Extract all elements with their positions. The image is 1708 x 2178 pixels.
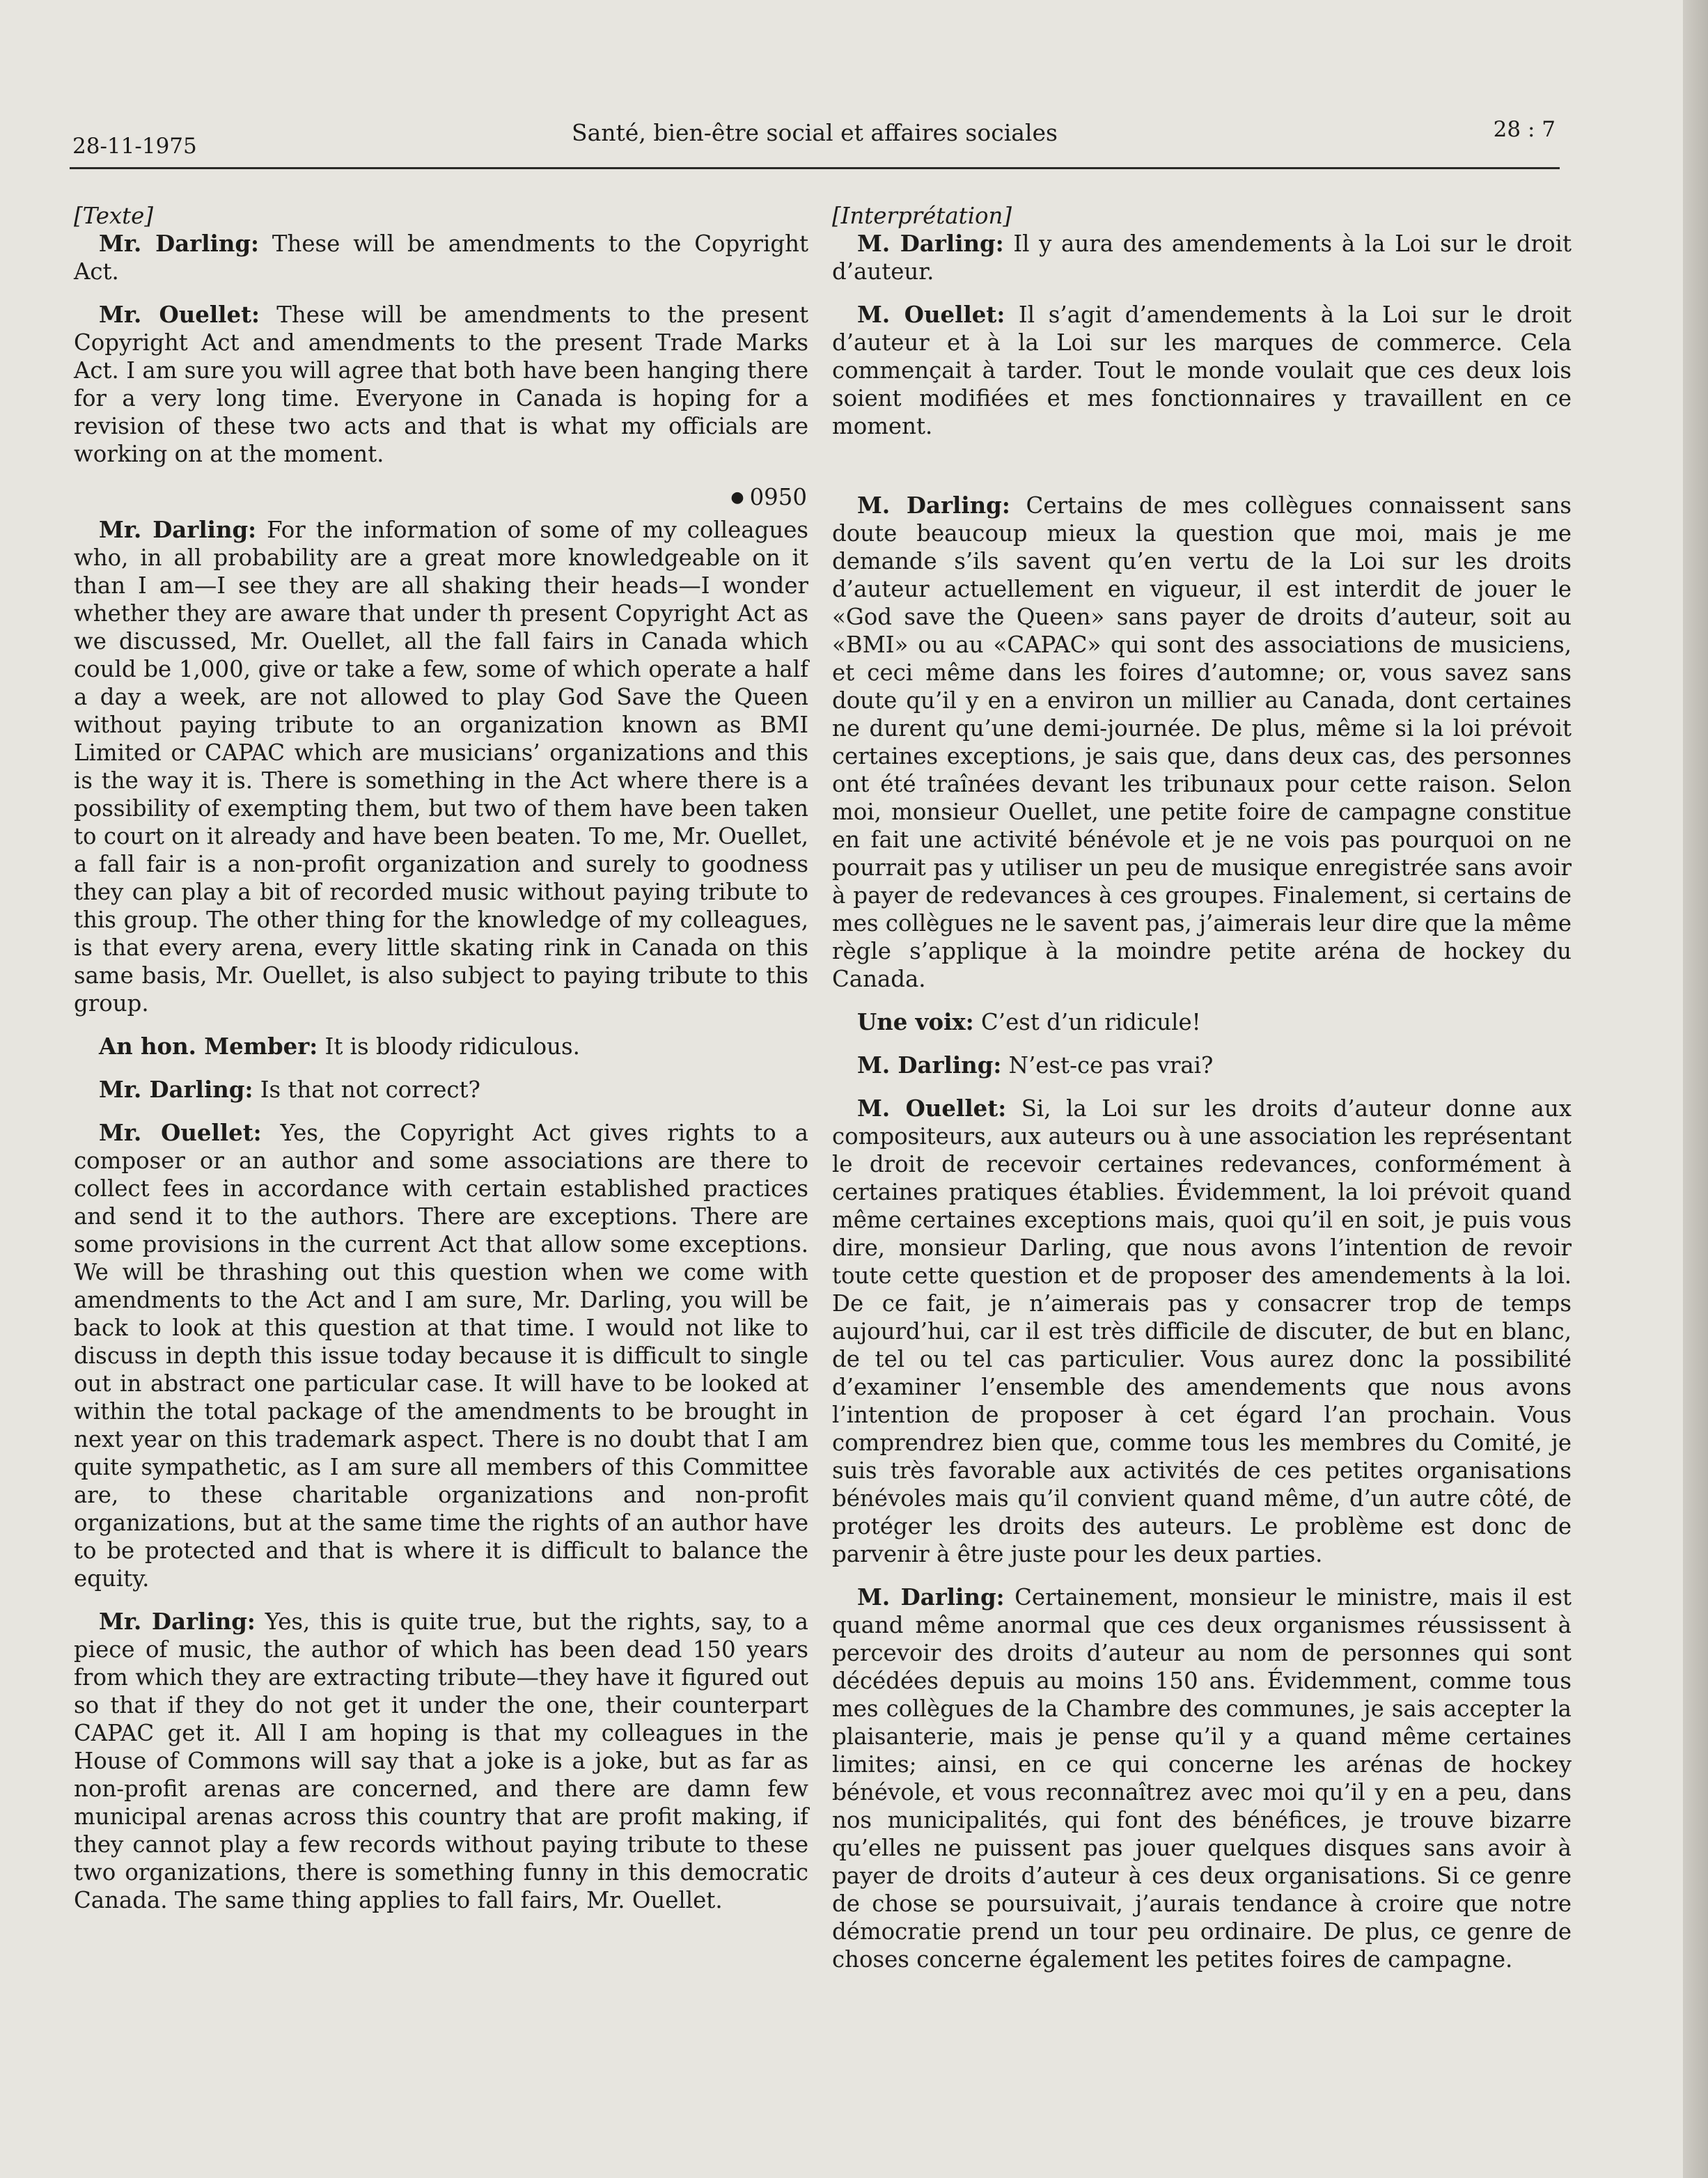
header-title: Santé, bien-être social et affaires sociales <box>572 119 1058 146</box>
speech-text: Is that not correct? <box>253 1076 480 1103</box>
speech-paragraph <box>832 1095 1572 1568</box>
speech-paragraph <box>74 1033 808 1060</box>
speaker-name: M. Darling: <box>857 1052 1002 1079</box>
speaker-name: M. Darling: <box>857 492 1010 519</box>
speech-paragraph <box>832 492 1572 993</box>
page-header <box>70 104 1560 169</box>
speech-text: These will be amendments to the present Copyright Act and amendments to the present Trade Marks Act. I am sure you will agree that both have been hanging there for a very long time. Everyone in Canada is hoping for a revision of these two acts and that is what my officials are working on at the moment. <box>74 301 808 467</box>
speaker-name: Une voix: <box>857 1009 974 1035</box>
speech-paragraph <box>74 230 808 285</box>
speech-text: For the information of some of my colleagues who, in all probability are a great more knowledgeable on it than I am—I see they are all shaking their heads—I wonder whether they are aware that under th present Copyright Act as we discussed, Mr. Ouellet, all the fall fairs in Canada which could be 1,000, give or take a few, some of which operate a half a day a week, are not allowed to play God Save the Queen without paying tribute to an organization known as BMI Limited or CAPAC which are musicians’ organizations and this is the way it is. There is something in the Act where there is a possibility of exempting them, but two of them have been taken to court on it already and have been beaten. To me, Mr. Ouellet, a fall fair is a non-profit organization and surely to goodness they can play a bit of recorded music without paying tribute to this group. The other thing for the knowledge of my colleagues, is that every arena, every little skating rink in Canada on this same basis, Mr. Ouellet, is also subject to paying tribute to this group. <box>74 517 809 1017</box>
speech-paragraph <box>74 1119 808 1592</box>
speech-paragraph <box>74 301 808 468</box>
section-label: [Interprétation] <box>832 203 1012 229</box>
speaker-name: M. Darling: <box>857 230 1004 257</box>
speech-text: Il s’agit d’amendements à la Loi sur le droit d’auteur et à la Loi sur les marques de commerce. Cela commençait à tarder. Tout le monde voulait que ces deux lois soient modifiées et mes fonctionnaires y travaillent en ce moment. <box>832 301 1572 439</box>
speech-paragraph <box>832 1583 1572 1973</box>
header-date: 28-11-1975 <box>72 134 197 159</box>
speech-paragraph <box>832 301 1572 440</box>
speech-text: Il y aura des amendements à la Loi sur le droit d’auteur. <box>832 230 1572 285</box>
speaker-name: Mr. Ouellet: <box>99 301 260 328</box>
speaker-name: An hon. Member: <box>99 1033 318 1060</box>
speech-text: C’est d’un ridicule! <box>973 1009 1201 1035</box>
section-label: [Texte] <box>74 203 153 229</box>
speaker-name: Mr. Darling: <box>99 230 260 257</box>
speech-text: N’est-ce pas vrai? <box>1001 1052 1214 1079</box>
speech-paragraph <box>832 1051 1572 1079</box>
speaker-name: M. Ouellet: <box>857 1095 1007 1122</box>
column-spacer <box>832 455 1572 492</box>
speech-paragraph <box>832 230 1572 285</box>
speech-text: Yes, this is quite true, but the rights, say, to a piece of music, the author of which has been dead 150 years from which they are extracting tribute—they have it figured out so that if they do not get it under the one, their counterpart CAPAC get it. All I am hoping is that my colleagues in the House of Commons will say that a joke is a joke, but as far as non-profit arenas are concerned, and there are damn few municipal arenas across this country that are profit making, if they cannot play a few records without paying tribute to these two organizations, there is something funny in this democratic Canada. The same thing applies to fall fairs, Mr. Ouellet. <box>74 1608 808 1913</box>
speaker-name: M. Ouellet: <box>857 301 1005 328</box>
speech-paragraph <box>74 1076 808 1104</box>
speaker-name: Mr. Ouellet: <box>99 1120 262 1146</box>
speaker-name: M. Darling: <box>857 1584 1005 1611</box>
page-binding-shadow <box>1683 0 1708 2178</box>
speech-text: Certainement, monsieur le ministre, mais il est quand même anormal que ces deux organismes réussissent à percevoir des droits d’auteur au nom de personnes qui sont décédées depuis au moins 150 ans. Évidemment, comme tous mes collègues de la Chambre des communes, je sais accepter la plaisanterie, mais je pense qu’il y a quand même certaines limites; ainsi, en ce qui concerne les arénas de hockey bénévole, et vous reconnaîtrez avec moi qu’il y en a peu, dans nos municipalités, qui font des bénéfices, je trouve bizarre qu’elles ne puissent pas jouer quelques disques sans avoir à payer de droits d’auteur à ces deux organisations. Si ce genre de chose se poursuivait, j’aurais tendance à croire que notre démocratie prend un tour peu ordinaire. De plus, ce genre de choses concerne également les petites foires de campagne. <box>832 1584 1572 1973</box>
bullet-icon: ● <box>730 489 744 506</box>
speech-paragraph <box>74 516 808 1017</box>
header-page-number: 28 : 7 <box>1493 117 1556 142</box>
speech-text: Yes, the Copyright Act gives rights to a composer or an author and some associations are there to collect fees in accordance with certain established practices and send it to the authors. There are exceptions. There are some provisions in the current Act that allow some exceptions. We will be thrashing out this question when we come with amendments to the Act and I am sure, Mr. Darling, you will be back to look at this question at that time. I would not like to discuss in depth this issue today because it is difficult to single out in abstract one particular case. It will have to be looked at within the total package of the amendments to be brought in next year on this trademark aspect. There is no doubt that I am quite sympathetic, as I am sure all members of this Committee are, to these charitable organizations and non-profit organizations, but at the same time the rights of an author have to be protected and that is where it is difficult to balance the equity. <box>74 1120 808 1592</box>
left-column <box>74 202 808 1929</box>
speech-paragraph <box>74 1608 808 1914</box>
speech-text: Certains de mes collègues connaissent sans doute beaucoup mieux la question que moi, mais je me demande s’ils savent qu’en vertu de la Loi sur les droits d’auteur actuellement en vigueur, il est interdit de jouer le «God save the Queen» sans payer de droits d’auteur, soit au «BMI» ou au «CAPAC» qui sont des associations de musiciens, et ceci même dans les foires d’automne; or, vous savez sans doute qu’il y en a environ un millier au Canada, dont certaines ne durent qu’une demi-journée. De plus, même si la loi prévoit certaines exceptions, je sais que, dans deux cas, des personnes ont été traînées devant les tribunaux pour cette raison. Selon moi, monsieur Ouellet, une petite foire de campagne constitue en fait une activité bénévole et je ne vois pas pourquoi on ne pourrait pas y utiliser un peu de musique enregistrée sans avoir à payer de redevances à ces groupes. Finalement, si certains de mes collègues ne le savent pas, j’aimerais leur dire que la même règle s’applique à la moindre petite aréna de hockey du Canada. <box>832 492 1572 992</box>
speech-text: These will be amendments to the Copyright Act. <box>74 230 808 285</box>
speaker-name: Mr. Darling: <box>99 1076 253 1103</box>
time-stamp-value: 0950 <box>749 484 807 510</box>
speech-text: Si, la Loi sur les droits d’auteur donne aux compositeurs, aux auteurs ou à une association les représentant le droit de recevoir certaines redevances, conformément à certaines pratiques établies. Évidemment, la loi prévoit quand même certaines exceptions mais, quoi qu’il en soit, je puis vous dire, monsieur Darling, que nous avons l’intention de revoir toute cette question et de proposer des amendements à la loi. De ce fait, je n’aimerais pas y consacrer trop de temps aujourd’hui, car il est très difficile de discuter, de but en blanc, de tel ou tel cas particulier. Vous aurez donc la possibilité d’examiner l’ensemble des amendements que nous avons l’intention de proposer à cet égard l’an prochain. Vous comprendrez bien que, comme tous les membres du Comité, je suis très favorable aux activités de ces petites organisations bénévoles mais qu’il convient quand même, d’un autre côté, de protéger les droits des auteurs. Le problème est donc de parvenir à être juste pour les deux parties. <box>832 1095 1572 1567</box>
speech-paragraph <box>832 1008 1572 1036</box>
right-column <box>832 202 1572 1989</box>
speech-text: It is bloody ridiculous. <box>318 1033 580 1060</box>
speaker-name: Mr. Darling: <box>99 517 257 543</box>
speaker-name: Mr. Darling: <box>99 1608 256 1635</box>
time-stamp <box>74 483 807 512</box>
